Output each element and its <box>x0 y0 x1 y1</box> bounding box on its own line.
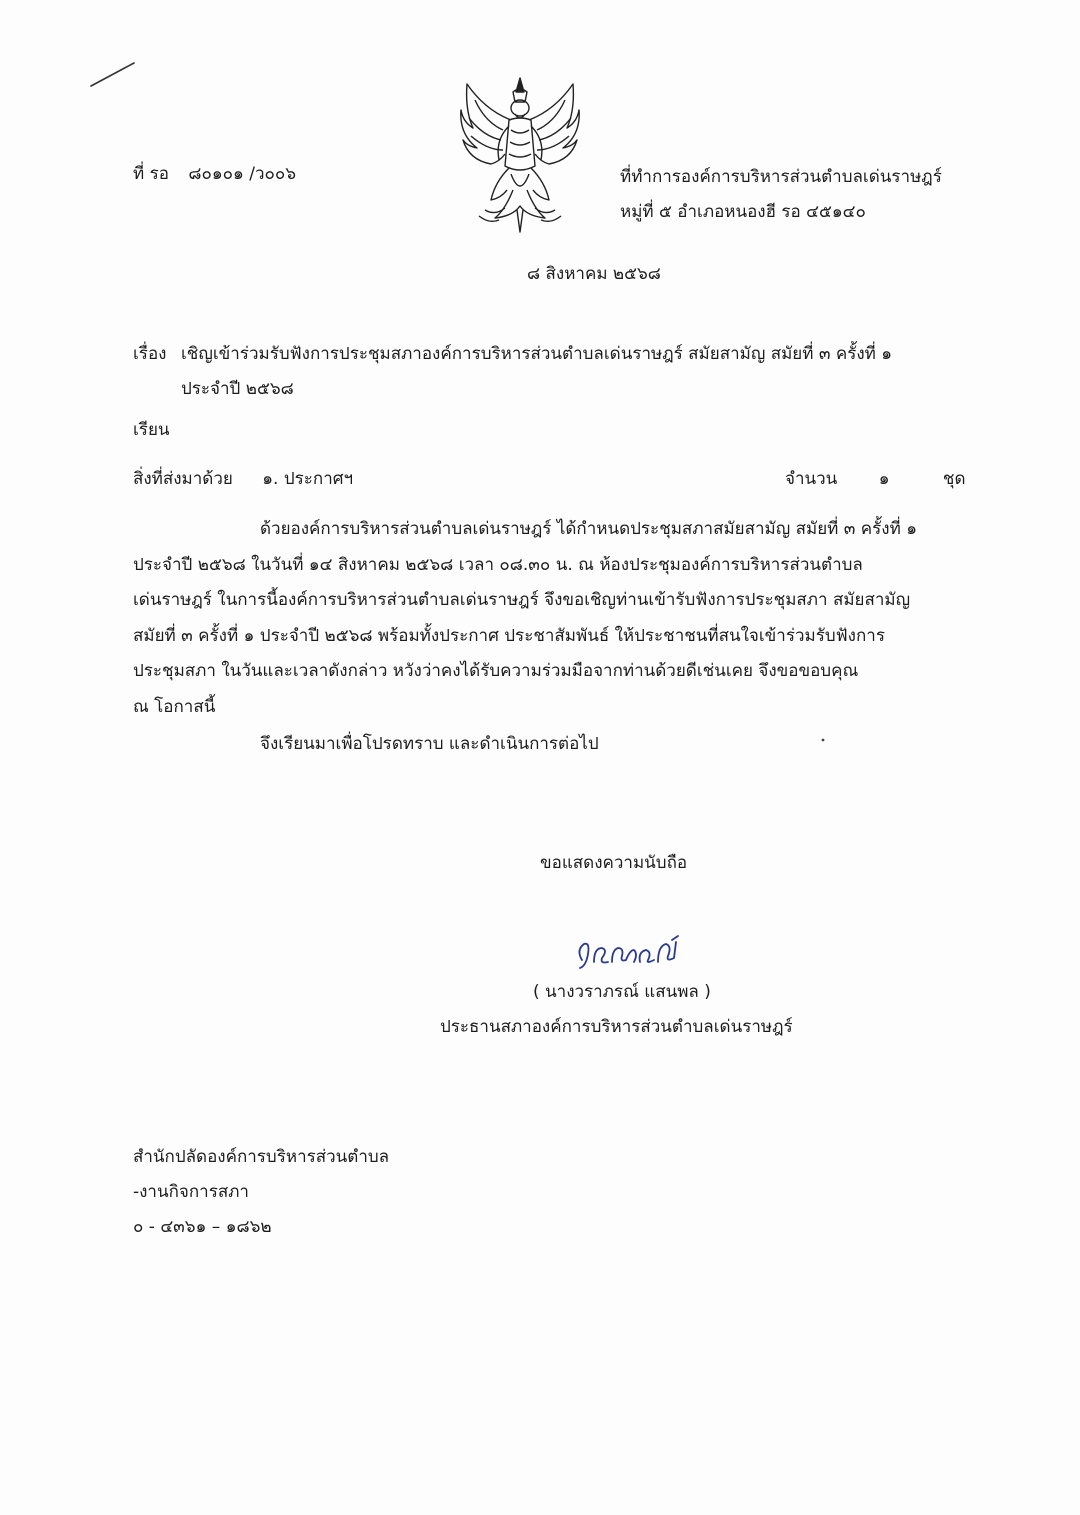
enclosure-count <box>785 465 965 492</box>
stray-ink-mark <box>821 738 825 742</box>
recipient-label: เรียน <box>133 420 170 440</box>
letter-date: ๘ สิงหาคม ๒๕๖๘ <box>527 264 661 284</box>
enclosure-count-unit: ชุด <box>942 469 966 489</box>
body-line: สมัยที่ ๓ ครั้งที่ ๑ ประจำปี ๒๕๖๘ พร้อมทั้งประกาศ ประชาสัมพันธ์ ให้ประชาชนที่สนใจเข้าร่วมรับฟังการ <box>133 625 885 646</box>
body-line: ประจำปี ๒๕๖๘ ในวันที่ ๑๔ สิงหาคม ๒๕๖๘ เวลา ๐๘.๓๐ น. ณ ห้องประชุมองค์การบริหารส่วนตำบล <box>133 554 863 575</box>
body-line: ณ โอกาสนี้ <box>133 696 216 717</box>
body-line: เด่นราษฎร์ ในการนี้องค์การบริหารส่วนตำบลเด่นราษฎร์ จึงขอเชิญท่านเข้ารับฟังการประชุมสภา สมัยสามัญ <box>133 590 911 610</box>
subject-line1: เชิญเข้าร่วมรับฟังการประชุมสภาองค์การบริหารส่วนตำบลเด่นราษฎร์ สมัยสามัญ สมัยที่ ๓ ครั้งที่ ๑ <box>181 344 893 364</box>
subject-block <box>133 337 892 407</box>
body-line: ประชุมสภา ในวันและเวลาดังกล่าว หวังว่าคงได้รับความร่วมมือจากท่านด้วยดีเช่นเคย จึงขอขอบคุณ <box>133 661 859 681</box>
subject-label: เรื่อง <box>133 344 167 364</box>
enclosure-count-value: ๑ <box>878 469 890 489</box>
signer-title: ประธานสภาองค์การบริหารส่วนตำบลเด่นราษฎร์ <box>440 1017 793 1037</box>
body-line: ด้วยองค์การบริหารส่วนตำบลเด่นราษฎร์ ได้กำหนดประชุมสภาสมัยสามัญ สมัยที่ ๓ ครั้งที่ ๑ <box>260 519 918 539</box>
office-address <box>620 160 942 230</box>
document-number-label: ที่ รอ <box>133 164 169 184</box>
enclosure-line <box>133 465 353 492</box>
enclosure-count-label: จำนวน <box>785 469 838 489</box>
closing-sentence: จึงเรียนมาเพื่อโปรดทราบ และดำเนินการต่อไป <box>260 734 599 754</box>
garuda-emblem-icon <box>455 70 585 238</box>
office-address-line2: หมู่ที่ ๕ อำเภอหนองฮี รอ ๔๕๑๔๐ <box>620 202 866 222</box>
footer-department: สำนักปลัดองค์การบริหารส่วนตำบล <box>133 1147 390 1167</box>
subject-line2: ประจำปี ๒๕๖๘ <box>181 379 294 399</box>
document-number <box>133 160 296 187</box>
enclosure-label: สิ่งที่ส่งมาด้วย <box>133 469 233 489</box>
sender-footer <box>133 1140 389 1245</box>
enclosure-item: ๑. ประกาศฯ <box>262 469 354 489</box>
pen-stroke-mark <box>88 60 138 90</box>
office-address-line1: ที่ทำการองค์การบริหารส่วนตำบลเด่นราษฎร์ <box>620 167 942 187</box>
regards-text: ขอแสดงความนับถือ <box>540 853 688 873</box>
handwritten-signature <box>572 932 682 974</box>
document-number-value: ๘๐๑๐๑ /ว๐๐๖ <box>188 164 297 184</box>
footer-section: -งานกิจการสภา <box>133 1182 249 1202</box>
signer-name: ( นางวราภรณ์ แสนพล ) <box>533 982 711 1002</box>
footer-phone: ๐ - ๔๓๖๑ – ๑๘๖๒ <box>133 1217 272 1237</box>
letter-body <box>133 512 979 725</box>
